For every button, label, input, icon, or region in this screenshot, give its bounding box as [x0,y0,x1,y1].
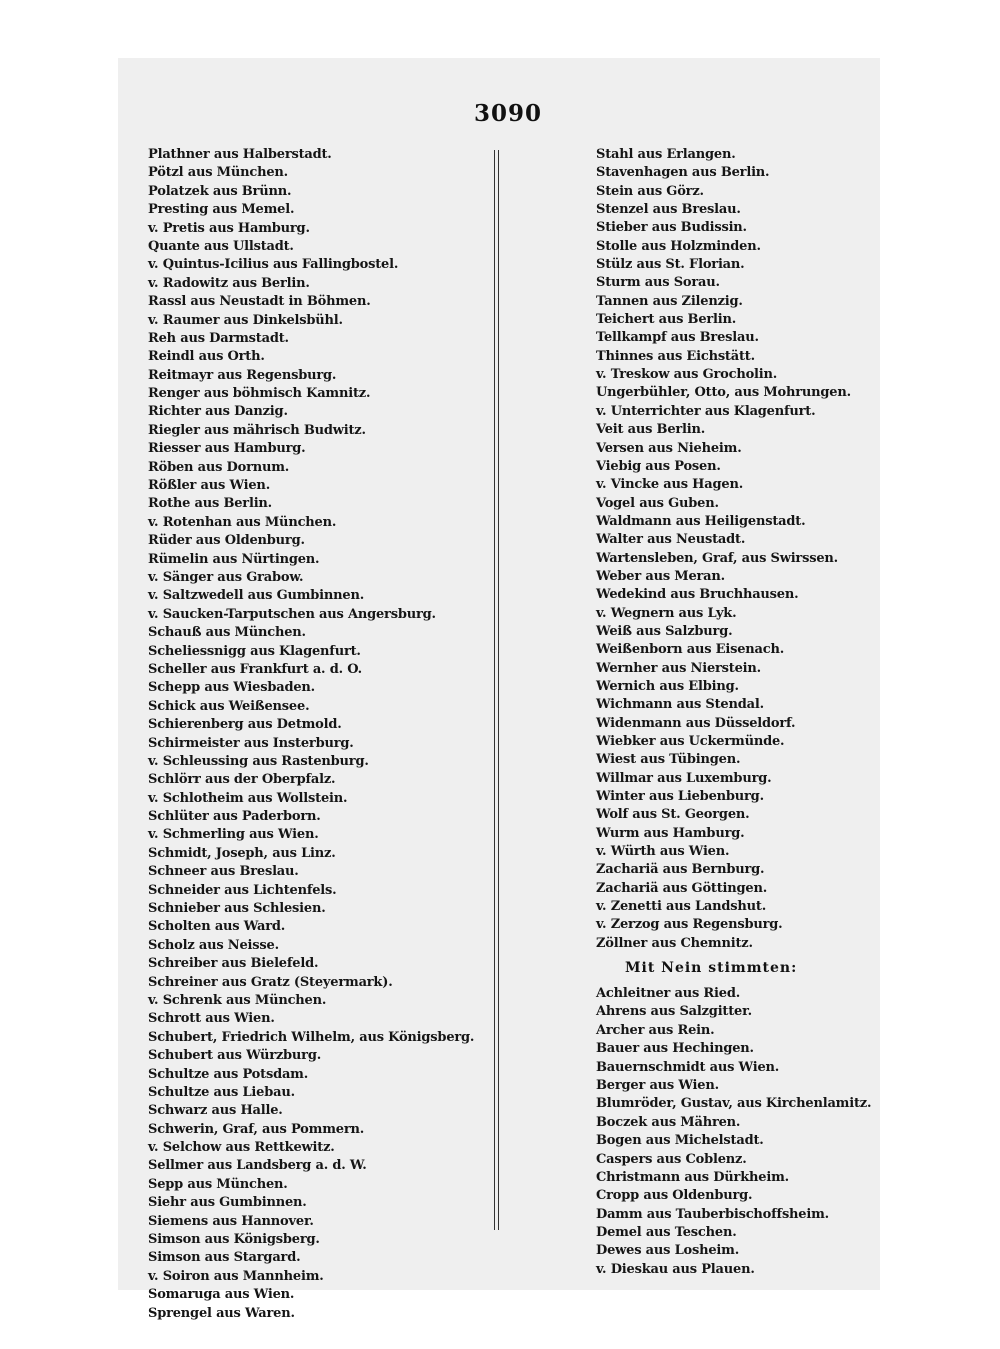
list-item: Viebig aus Posen. [596,458,721,474]
list-item: Wernich aus Elbing. [596,678,739,694]
list-item: Schepp aus Wiesbaden. [148,680,316,696]
list-item: v. Sänger aus Grabow. [148,569,304,585]
list-item: Schwarz aus Halle. [148,1103,283,1119]
list-item: Teichert aus Berlin. [596,312,737,328]
list-item: Schneer aus Breslau. [148,864,299,880]
list-item: v. Rotenhan aus München. [148,514,337,530]
list-item: Somaruga aus Wien. [148,1287,295,1303]
list-item: Siehr aus Gumbinnen. [148,1195,307,1211]
list-item: Rößler aus Wien. [148,478,271,494]
list-item: Ahrens aus Salzgitter. [596,1004,752,1020]
list-item: Weißenborn aus Eisenach. [596,642,785,658]
list-item: Boczek aus Mähren. [596,1114,741,1130]
list-item: Schlörr aus der Oberpfalz. [148,772,336,788]
list-item: Schirmeister aus Insterburg. [148,735,354,751]
list-item: Wernher aus Nierstein. [596,660,761,676]
list-item: Wartensleben, Graf, aus Swirssen. [596,550,838,566]
list-item: Simson aus Königsberg. [148,1232,320,1248]
list-item: v. Raumer aus Dinkelsbühl. [148,312,343,328]
list-item: Zöllner aus Chemnitz. [596,935,753,951]
list-item: Willmar aus Luxemburg. [596,770,772,786]
list-item: Bauer aus Hechingen. [596,1041,754,1057]
list-item: Schultze aus Liebau. [148,1084,295,1100]
list-item: Sepp aus München. [148,1176,288,1192]
list-item: Wiebker aus Uckermünde. [596,734,785,749]
list-item: v. Saucken-Tarputschen aus Angersburg. [148,606,436,622]
list-item: Röben aus Dornum. [148,459,290,475]
list-item: Wichmann aus Stendal. [596,697,764,713]
list-item: Bogen aus Michelstadt. [596,1133,764,1149]
list-item: Reh aus Darmstadt. [148,330,289,346]
nein-name-column [596,985,876,1279]
list-item: v. Schmerling aus Wien. [148,827,319,843]
list-item: Stein aus Görz. [596,183,704,199]
right-name-column [596,146,876,953]
list-item: Stolle aus Holzminden. [596,238,761,254]
list-item: Stieber aus Budissin. [596,220,747,236]
list-item: Berger aus Wien. [596,1077,719,1093]
list-item: Zachariä aus Göttingen. [596,880,768,896]
list-item: Schneider aus Lichtenfels. [148,882,337,898]
list-item: v. Würth aus Wien. [596,844,730,860]
list-item: Tellkampf aus Breslau. [596,330,759,346]
list-item: Weber aus Meran. [596,568,725,584]
list-item: v. Schleussing aus Rastenburg. [148,753,369,769]
list-item: Bauernschmidt aus Wien. [596,1059,780,1075]
list-item: Schmidt, Joseph, aus Linz. [148,845,336,861]
list-item: Scholten aus Ward. [148,919,286,935]
list-item: Stahl aus Erlangen. [596,147,736,162]
list-item: Wolf aus St. Georgen. [596,807,750,823]
list-item: v. Unterrichter aus Klagenfurt. [596,403,816,419]
list-item: Dewes aus Losheim. [596,1243,740,1259]
left-name-column [148,146,483,1323]
page-number: 3090 [474,100,543,127]
list-item: Schnieber aus Schlesien. [148,901,326,917]
list-item: v. Selchow aus Rettkewitz. [148,1140,335,1156]
list-item: Riegler aus mährisch Budwitz. [148,422,366,438]
list-item: Achleitner aus Ried. [596,986,741,1001]
list-item: Sturm aus Sorau. [596,275,720,291]
list-item: v. Wegnern aus Lyk. [596,605,737,621]
list-item: Schubert, Friedrich Wilhelm, aus Königsberg. [148,1029,475,1045]
list-item: Rümelin aus Nürtingen. [148,551,320,567]
list-item: Ungerbühler, Otto, aus Mohrungen. [596,385,851,401]
list-item: Schwerin, Graf, aus Pommern. [148,1121,365,1137]
list-item: Schreiner aus Gratz (Steyermark). [148,974,393,990]
list-item: v. Quintus-Icilius aus Fallingbostel. [148,257,399,273]
list-item: Christmann aus Dürkheim. [596,1169,789,1185]
list-item: Caspers aus Coblenz. [596,1151,747,1167]
list-item: Sprengel aus Waren. [148,1305,295,1321]
list-item: Presting aus Memel. [148,202,295,218]
list-item: v. Schlotheim aus Wollstein. [148,790,348,806]
list-item: Schick aus Weißensee. [148,698,310,714]
list-item: Zachariä aus Bernburg. [596,862,765,878]
list-item: Reindl aus Orth. [148,349,265,365]
list-item: Widenmann aus Düsseldorf. [596,715,796,731]
list-item: Scheller aus Frankfurt a. d. O. [148,661,362,677]
list-item: Polatzek aus Brünn. [148,183,292,199]
list-item: Rothe aus Berlin. [148,496,273,512]
list-item: Wurm aus Hamburg. [596,825,745,841]
list-item: Quante aus Ullstadt. [148,238,294,254]
list-item: Schauß aus München. [148,625,306,641]
list-item: v. Saltzwedell aus Gumbinnen. [148,588,365,604]
list-item: v. Radowitz aus Berlin. [148,275,310,291]
column-divider [494,150,499,1230]
list-item: Thinnes aus Eichstätt. [596,348,755,364]
list-item: Reitmayr aus Regensburg. [148,367,337,383]
list-item: Sellmer aus Landsberg a. d. W. [148,1158,367,1174]
list-item: Cropp aus Oldenburg. [596,1188,753,1204]
list-item: Tannen aus Zilenzig. [596,293,743,309]
list-item: Simson aus Stargard. [148,1250,301,1266]
list-item: Archer aus Rein. [596,1022,715,1038]
list-item: v. Zerzog aus Regensburg. [596,917,783,933]
list-item: Stenzel aus Breslau. [596,202,741,218]
list-item: Stavenhagen aus Berlin. [596,165,770,181]
list-item: Rassl aus Neustadt in Böhmen. [148,294,371,310]
list-item: Schrott aus Wien. [148,1011,275,1027]
list-item: Schubert aus Würzburg. [148,1048,322,1064]
list-item: v. Soiron aus Mannheim. [148,1268,324,1284]
list-item: Riesser aus Hamburg. [148,441,306,457]
list-item: v. Treskow aus Grocholin. [596,367,778,383]
list-item: Schultze aus Potsdam. [148,1066,309,1082]
list-item: Scheliessnigg aus Klagenfurt. [148,643,361,659]
list-item: Siemens aus Hannover. [148,1213,314,1229]
nein-votes-heading: Mit Nein stimmten: [625,960,798,976]
list-item: Schlüter aus Paderborn. [148,809,321,825]
list-item: Schierenberg aus Detmold. [148,717,342,733]
list-item: Vogel aus Guben. [596,495,719,511]
list-item: Stülz aus St. Florian. [596,257,745,273]
list-item: Winter aus Liebenburg. [596,789,764,805]
list-item: v. Pretis aus Hamburg. [148,220,310,236]
list-item: Wiest aus Tübingen. [596,752,741,768]
list-item: Walter aus Neustadt. [596,532,746,548]
list-item: Schreiber aus Bielefeld. [148,956,319,972]
list-item: Rüder aus Oldenburg. [148,533,305,549]
list-item: Plathner aus Halberstadt. [148,147,332,162]
list-item: Renger aus böhmisch Kamnitz. [148,386,371,402]
list-item: Versen aus Nieheim. [596,440,742,456]
list-item: Veit aus Berlin. [596,422,706,438]
list-item: v. Vincke aus Hagen. [596,477,744,493]
list-item: v. Schrenk aus München. [148,992,327,1008]
list-item: v. Dieskau aus Plauen. [596,1261,755,1277]
list-item: Richter aus Danzig. [148,404,288,420]
list-item: Wedekind aus Bruchhausen. [596,587,799,603]
list-item: Damm aus Tauberbischoffsheim. [596,1206,829,1222]
list-item: Blumröder, Gustav, aus Kirchenlamitz. [596,1096,872,1112]
list-item: Waldmann aus Heiligenstadt. [596,513,806,529]
list-item: Weiß aus Salzburg. [596,623,733,639]
list-item: v. Zenetti aus Landshut. [596,899,767,915]
list-item: Scholz aus Neisse. [148,937,279,953]
list-item: Pötzl aus München. [148,165,288,181]
list-item: Demel aus Teschen. [596,1225,737,1241]
